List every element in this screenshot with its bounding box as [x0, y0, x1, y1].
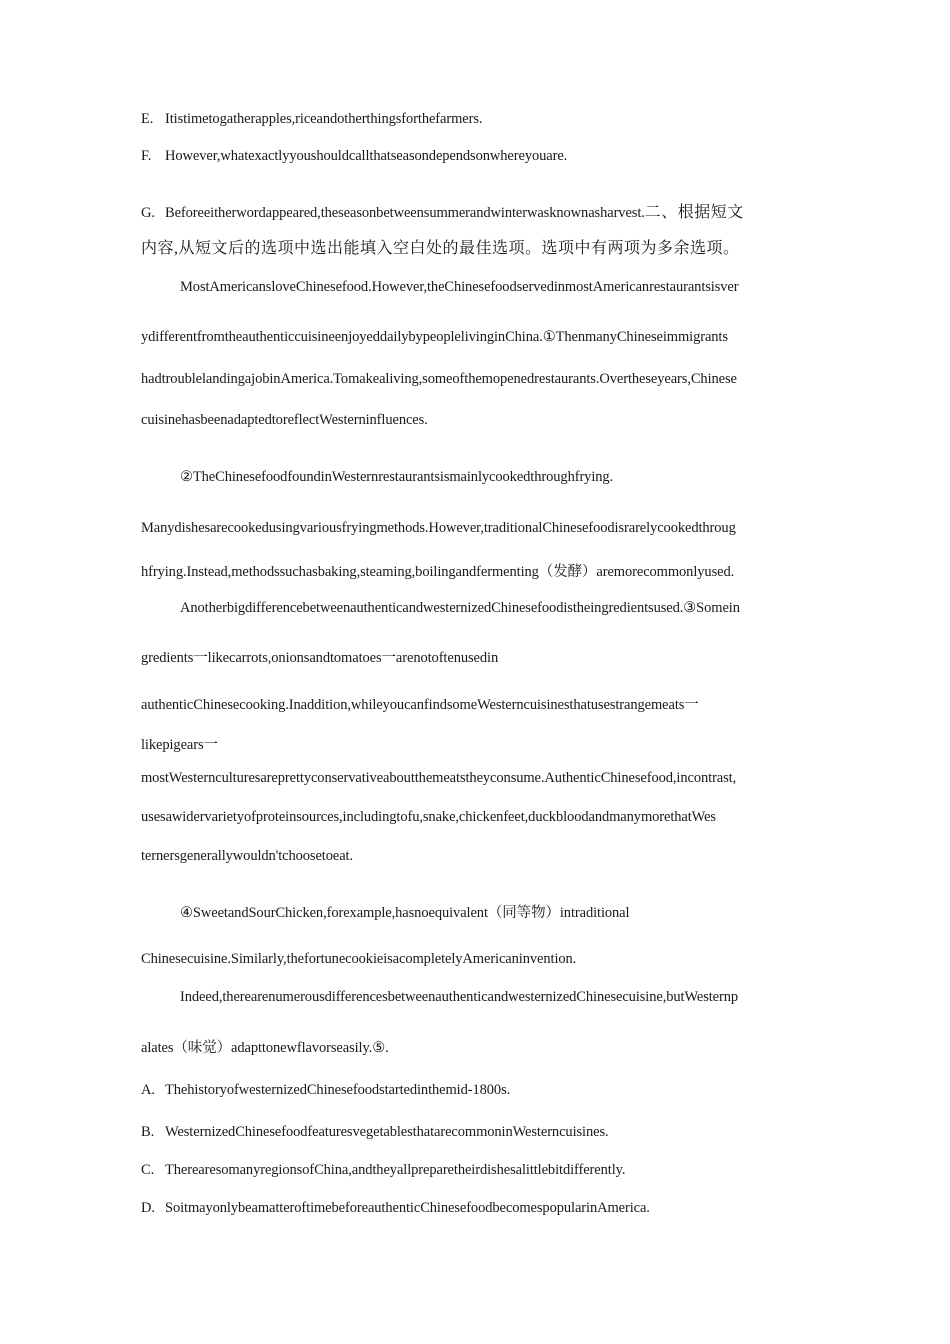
option-text: However,whatexactlyyoushouldcallthatseasondependsonwhereyouare. — [165, 148, 568, 164]
option-text: SoitmayonlybeamatteroftimebeforeauthenticChinesefoodbecomespopularinAmerica. — [165, 1200, 650, 1216]
option-a — [141, 1082, 510, 1099]
passage-line: authenticChinesecooking.Inaddition,whileyoucanfindsomeWesterncuisinesthatusestrangemeats一 — [141, 697, 699, 713]
option-letter: B. — [141, 1124, 155, 1140]
option-text: ThehistoryofwesternizedChinesefoodstartedinthemid-1800s. — [165, 1082, 511, 1098]
passage-line: MostAmericansloveChinesefood.However,theChinesefoodservedinmostAmericanrestaurantsisver — [180, 279, 739, 295]
passage-line: alates（味觉）adapttonewflavorseasily.⑤. — [141, 1040, 389, 1056]
passage-line: usesawidervarietyofproteinsources,includingtofu,snake,chickenfeet,duckbloodandmanymorethatWes — [141, 809, 716, 825]
previous-option-g — [141, 199, 744, 222]
option-letter: D. — [141, 1200, 155, 1216]
option-letter: C. — [141, 1162, 155, 1178]
option-text: Itistimetogatherapples,riceandotherthingsforthefarmers. — [165, 111, 483, 127]
option-letter: A. — [141, 1082, 155, 1098]
passage-line: ydifferentfromtheauthenticcuisineenjoyeddailybypeoplelivinginChina.①ThenmanyChineseimmigrants — [141, 329, 728, 345]
option-d — [141, 1200, 650, 1217]
passage-line: Chinesecuisine.Similarly,thefortunecookieisacompletelyAmericaninvention. — [141, 951, 577, 967]
section-heading-continued: 内容,从短文后的选项中选出能填入空白处的最佳选项。选项中有两项为多余选项。 — [141, 240, 740, 257]
option-letter: E. — [141, 111, 154, 127]
passage-line: Indeed,therearenumerousdifferencesbetweenauthenticandwesternizedChinesecuisine,butWesternp — [180, 989, 739, 1005]
option-c — [141, 1162, 625, 1179]
passage-line: ④SweetandSourChicken,forexample,hasnoequivalent（同等物）intraditional — [180, 905, 630, 921]
passage-line: hadtroublelandingajobinAmerica.Tomakealiving,someofthemopenedrestaurants.Overtheseyears,Chinese — [141, 371, 737, 387]
previous-option-e — [141, 111, 482, 128]
passage-line: mostWesternculturesareprettyconservativeaboutthemeatstheyconsume.AuthenticChinesefood,incontrast, — [141, 770, 737, 786]
previous-option-f — [141, 148, 567, 165]
option-letter: G. — [141, 205, 155, 221]
passage-line: ②TheChinesefoodfoundinWesternrestaurantsismainlycookedthroughfrying. — [180, 469, 614, 485]
section-heading-start: 二、根据短文 — [644, 204, 744, 221]
option-letter: F. — [141, 148, 152, 164]
passage-line: Manydishesarecookedusingvariousfryingmethods.However,traditionalChinesefoodisrarelycookedthroug — [141, 520, 736, 536]
option-b — [141, 1124, 609, 1141]
passage-line: gredients一likecarrots,onionsandtomatoes一arenotoftenusedin — [141, 650, 499, 666]
passage-line: cuisinehasbeenadaptedtoreflectWesterninfluences. — [141, 412, 428, 428]
passage-line: hfrying.Instead,methodssuchasbaking,steaming,boilingandfermenting（发酵）aremorecommonlyused. — [141, 564, 735, 580]
passage-line: ternersgenerallywouldn'tchoosetoeat. — [141, 848, 354, 864]
passage-line: AnotherbigdifferencebetweenauthenticandwesternizedChinesefoodistheingredientsused.③Somein — [180, 600, 740, 616]
option-text: Beforeeitherwordappeared,theseasonbetweensummerandwinterwasknownasharvest. — [165, 205, 645, 221]
option-text: TherearesomanyregionsofChina,andtheyallpreparetheirdishesalittlebitdifferently. — [165, 1162, 626, 1178]
passage-line: likepigears一 — [141, 737, 218, 753]
option-text: WesternizedChinesefoodfeaturesvegetablesthatarecommoninWesterncuisines. — [165, 1124, 609, 1140]
